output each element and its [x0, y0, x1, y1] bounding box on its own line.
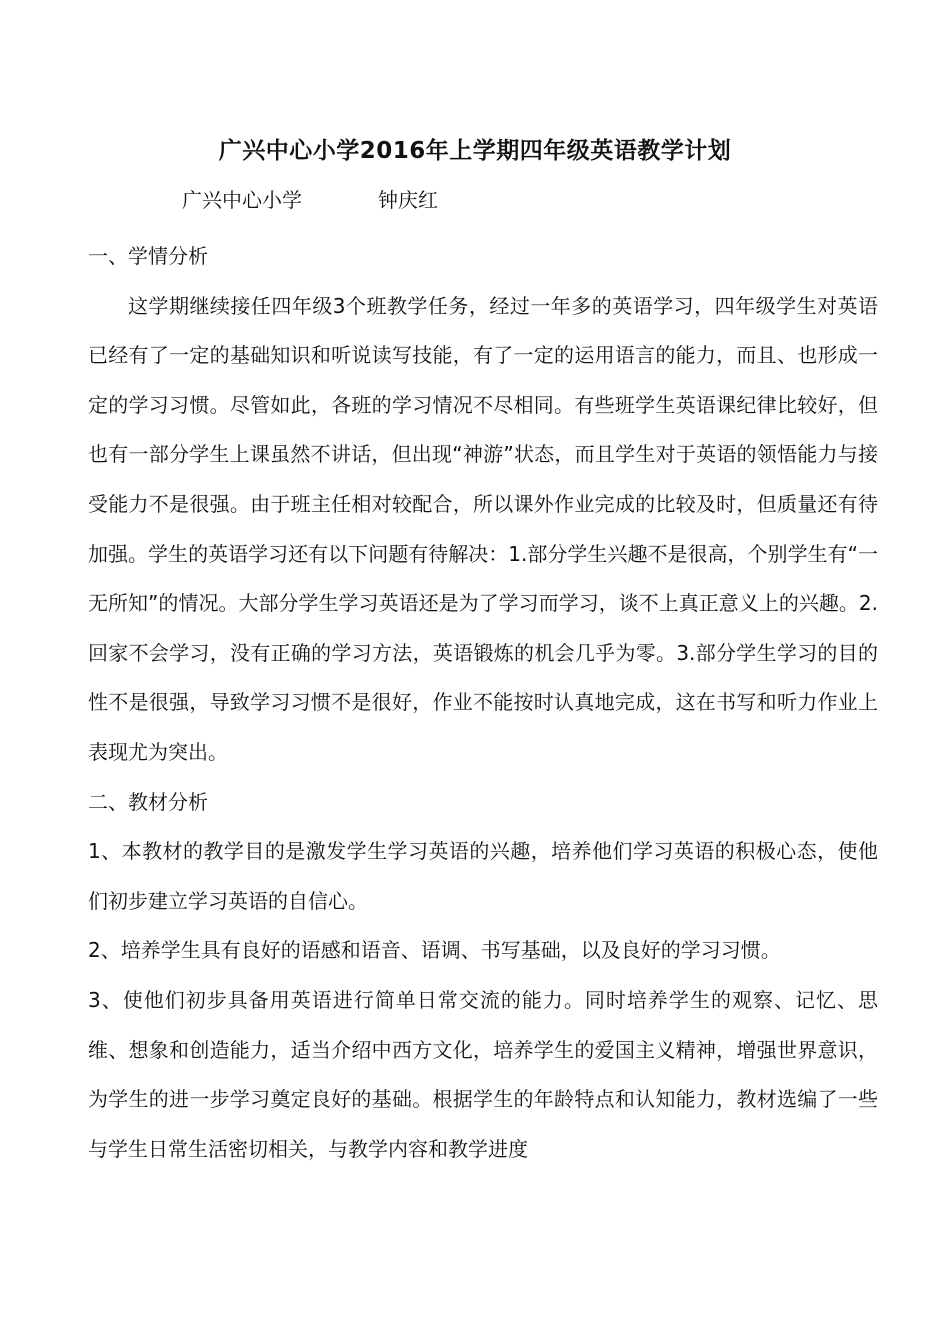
situation-paragraph: 这学期继续接任四年级3个班教学任务，经过一年多的英语学习，四年级学生对英语已经有了一定的基础知识和听说读写技能，有了一定的运用语言的能力，而且、也形成一定的学习习惯。尽管如此，各班的学习情况不尽相同。有些班学生英语课纪律比较好，但也有一部分学生上课虽然不讲话，但出现“神游”状态，而且学生对于英语的领悟能力与接受能力不是很强。由于班主任相对较配合，所以课外作业完成的比较及时，但质量还有待加强。学生的英语学习还有以下问题有待解决：1.部分学生兴趣不是很高，个别学生有“一无所知”的情况。大部分学生学习英语还是为了学习而学习，谈不上真正意义上的兴趣。2.回家不会学习，没有正确的学习方法，英语锻炼的机会几乎为零。3.部分学生学习的目的性不是很强，导致学习习惯不是很好，作业不能按时认真地完成，这在书写和听力作业上表现尤为突出。: [88, 293, 878, 764]
byline-school: 广兴中心小学: [182, 188, 302, 212]
textbook-item: 2、培养学生具有良好的语感和语音、语调、书写基础，以及良好的学习习惯。: [88, 938, 781, 963]
section-heading-situation: 一、学情分析: [88, 244, 208, 268]
textbook-item: 3、使他们初步具备用英语进行简单日常交流的能力。同时培养学生的观察、记忆、思维、想象和创造能力，适当介绍中西方文化，培养学生的爱国主义精神，增强世界意识，为学生的进一步学习奠定良好的基础。根据学生的年龄特点和认知能力，教材选编了一些与学生日常生活密切相关，与教学内容和教学进度: [88, 987, 878, 1161]
document-title: 广兴中心小学2016年上学期四年级英语教学计划: [218, 138, 732, 164]
byline-author: 钟庆红: [378, 188, 438, 212]
document-body: [88, 232, 878, 1174]
textbook-item: 1、本教材的教学目的是激发学生学习英语的兴趣，培养他们学习英语的积极心态，使他们初步建立学习英语的自信心。: [88, 839, 878, 913]
section-heading-textbook: 二、教材分析: [88, 789, 208, 814]
